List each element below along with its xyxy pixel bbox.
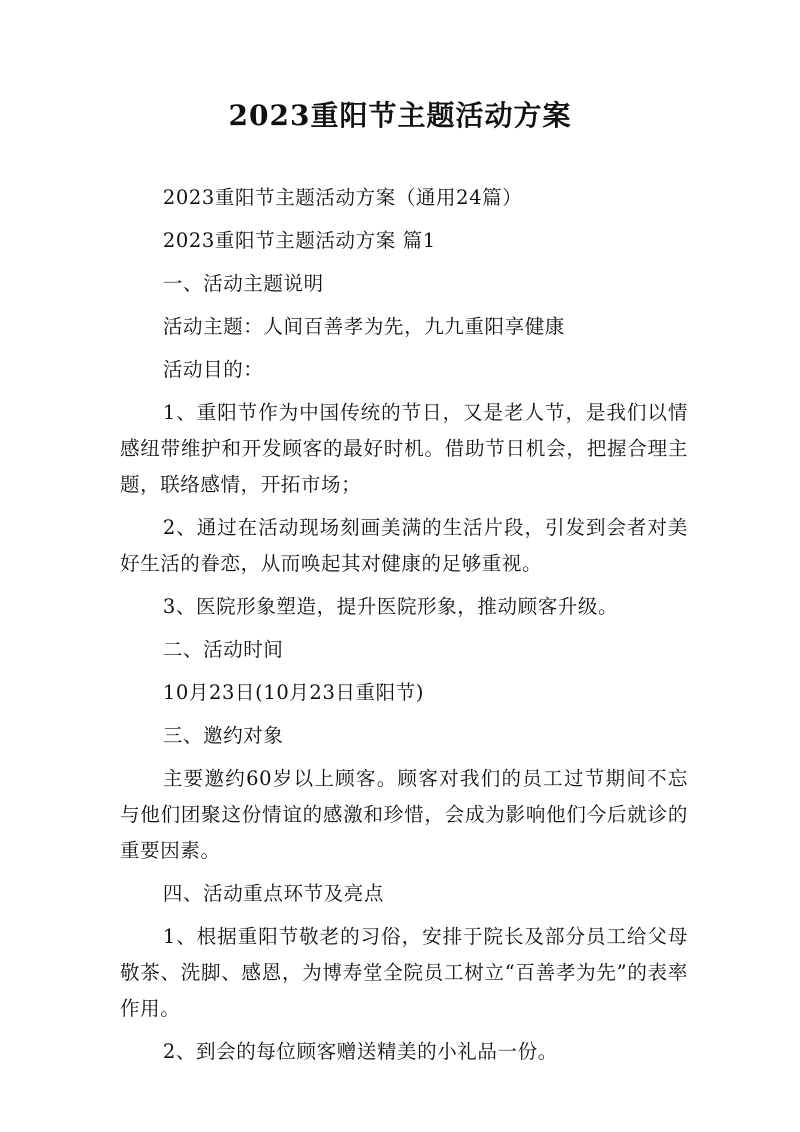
paragraph-purpose-2: 2、通过在活动现场刻画美满的生活片段，引发到会者对美好生活的眷恋，从而唤起其对健康的足够重视。 <box>120 516 688 575</box>
paragraph-heading-invitees: 三、邀约对象 <box>162 724 284 747</box>
paragraph-purpose-label: 活动目的： <box>162 358 264 381</box>
paragraph-highlight-1: 1、根据重阳节敬老的习俗，安排于院长及部分员工给父母敬茶、洗脚、感恩，为博寿堂全院员工树立“百善孝为先”的表率作用。 <box>120 925 688 1020</box>
document-body <box>120 180 688 1070</box>
paragraph-theme: 活动主题：人间百善孝为先，九九重阳享健康 <box>162 315 565 338</box>
paragraph-highlight-2: 2、到会的每位顾客赠送精美的小礼品一份。 <box>162 1040 558 1063</box>
paragraph-purpose-1: 1、重阳节作为中国传统的节日，又是老人节，是我们以情感纽带维护和开发顾客的最好时机。借助节日机会，把握合理主题，联络感情，开拓市场； <box>120 401 688 496</box>
paragraph-subtitle: 2023重阳节主题活动方案（通用24篇） <box>162 186 523 209</box>
paragraph-invitees: 主要邀约60岁以上顾客。顾客对我们的员工过节期间不忘与他们团聚这份情谊的感激和珍惜，会成为影响他们今后就诊的重要因素。 <box>120 767 688 862</box>
paragraph-heading-theme: 一、活动主题说明 <box>162 272 324 295</box>
paragraph-section-heading: 2023重阳节主题活动方案 篇1 <box>162 229 436 252</box>
paragraph-time: 10月23日(10月23日重阳节) <box>162 681 425 704</box>
paragraph-heading-highlights: 四、活动重点环节及亮点 <box>162 882 384 905</box>
paragraph-heading-time: 二、活动时间 <box>162 638 284 661</box>
paragraph-purpose-3: 3、医院形象塑造，提升医院形象，推动顾客升级。 <box>162 595 619 618</box>
document-title: 2023重阳节主题活动方案 <box>228 99 572 132</box>
